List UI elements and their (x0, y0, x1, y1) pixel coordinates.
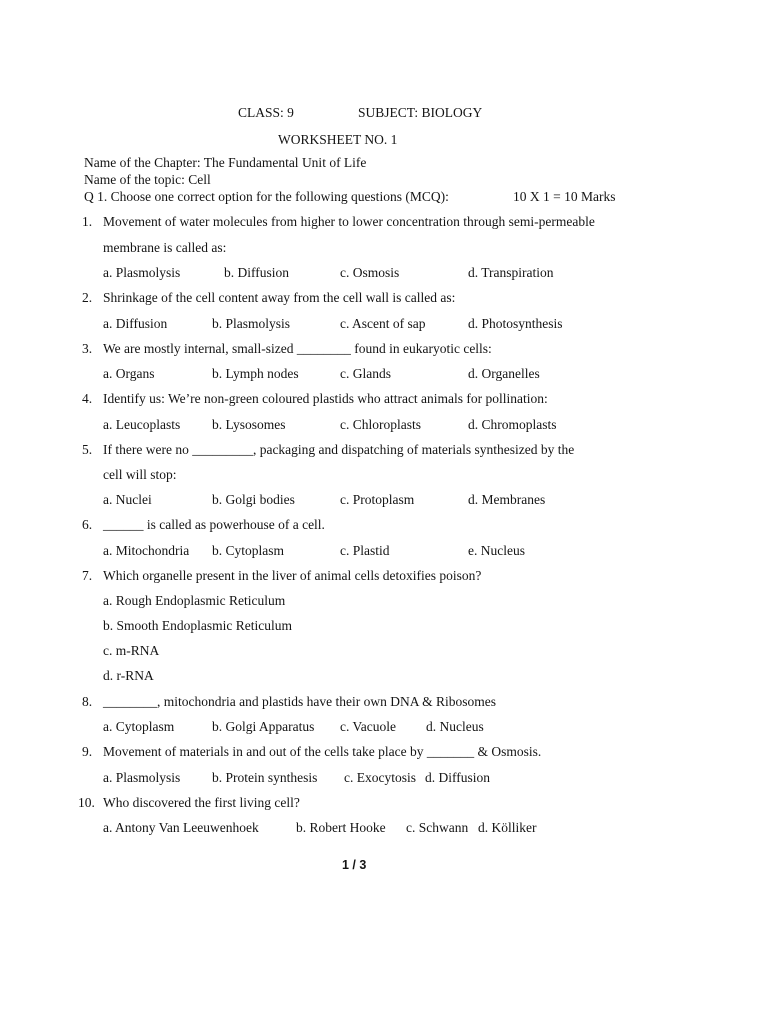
option-d: e. Nucleus (468, 543, 525, 558)
option-c: c. Glands (340, 366, 391, 381)
option-c: c. Vacuole (340, 719, 396, 734)
option-a: a. Organs (103, 366, 155, 381)
topic-name: Name of the topic: Cell (84, 172, 211, 187)
option-b: b. Plasmolysis (212, 316, 291, 331)
question-text: We are mostly internal, small-sized ________ found in eukaryotic cells: (103, 341, 492, 356)
option-b: b. Cytoplasm (212, 543, 285, 558)
option-a: a. Mitochondria (103, 543, 190, 558)
option-a: a. Rough Endoplasmic Reticulum (103, 593, 286, 608)
option-b: b. Golgi Apparatus (212, 719, 315, 734)
option-c: c. Exocytosis (344, 770, 416, 785)
question-text: ______ is called as powerhouse of a cell. (103, 517, 325, 532)
question-text: Movement of materials in and out of the cells take place by _______ & Osmosis. (103, 744, 542, 759)
question-number: 3. (82, 341, 93, 356)
worksheet-title: WORKSHEET NO. 1 (278, 132, 398, 147)
question-number: 7. (82, 568, 93, 583)
class-label: CLASS: 9 (238, 105, 294, 120)
option-c: c. Ascent of sap (340, 316, 426, 331)
option-d: d. Nucleus (426, 719, 484, 734)
option-d: d. Photosynthesis (468, 316, 563, 331)
option-d: d. Kölliker (478, 820, 537, 835)
option-d: d. Organelles (468, 366, 540, 381)
option-b: b. Lymph nodes (212, 366, 299, 381)
option-b: b. Robert Hooke (296, 820, 386, 835)
option-a: a. Cytoplasm (103, 719, 175, 734)
page-number: 1 / 3 (342, 858, 367, 872)
option-d: d. Membranes (468, 492, 546, 507)
question-number: 8. (82, 694, 93, 709)
option-d: d. Diffusion (425, 770, 491, 785)
question-text: membrane is called as: (103, 240, 227, 255)
question-text: cell will stop: (103, 467, 177, 482)
option-a: a. Antony Van Leeuwenhoek (103, 820, 259, 835)
question-text: Movement of water molecules from higher to lower concentration through semi-permeable (103, 214, 595, 229)
question-text: Who discovered the first living cell? (103, 795, 300, 810)
option-b: b. Lysosomes (212, 417, 286, 432)
option-c: c. Osmosis (340, 265, 400, 280)
option-b: b. Diffusion (224, 265, 290, 280)
question-number: 1. (82, 214, 93, 229)
question-text: Identify us: We’re non-green coloured plastids who attract animals for pollination: (103, 391, 548, 406)
option-c: c. Chloroplasts (340, 417, 421, 432)
question-text: ________, mitochondria and plastids have their own DNA & Ribosomes (103, 694, 496, 709)
question-text: Which organelle present in the liver of animal cells detoxifies poison? (103, 568, 482, 583)
question-text: Shrinkage of the cell content away from the cell wall is called as: (103, 290, 456, 305)
option-a: a. Nuclei (103, 492, 152, 507)
option-c: c. Plastid (340, 543, 390, 558)
option-b: b. Smooth Endoplasmic Reticulum (103, 618, 292, 633)
question-number: 5. (82, 442, 93, 457)
question-number: 4. (82, 391, 93, 406)
subject-label: SUBJECT: BIOLOGY (358, 105, 483, 120)
mcq-instruction: Q 1. Choose one correct option for the following questions (MCQ): (84, 189, 449, 204)
option-a: a. Diffusion (103, 316, 168, 331)
option-a: a. Leucoplasts (103, 417, 181, 432)
option-d: d. r-RNA (103, 668, 154, 683)
option-c: c. m-RNA (103, 643, 160, 658)
question-number: 6. (82, 517, 93, 532)
marks-label: 10 X 1 = 10 Marks (513, 189, 616, 204)
question-text: If there were no _________, packaging and dispatching of materials synthesized by the (103, 442, 575, 457)
chapter-name: Name of the Chapter: The Fundamental Unit of Life (84, 155, 367, 170)
option-d: d. Transpiration (468, 265, 554, 280)
option-c: c. Schwann (406, 820, 469, 835)
question-number: 9. (82, 744, 93, 759)
option-b: b. Protein synthesis (212, 770, 318, 785)
question-number: 10. (78, 795, 95, 810)
option-c: c. Protoplasm (340, 492, 415, 507)
option-a: a. Plasmolysis (103, 265, 181, 280)
option-a: a. Plasmolysis (103, 770, 181, 785)
option-d: d. Chromoplasts (468, 417, 557, 432)
question-number: 2. (82, 290, 93, 305)
option-b: b. Golgi bodies (212, 492, 295, 507)
